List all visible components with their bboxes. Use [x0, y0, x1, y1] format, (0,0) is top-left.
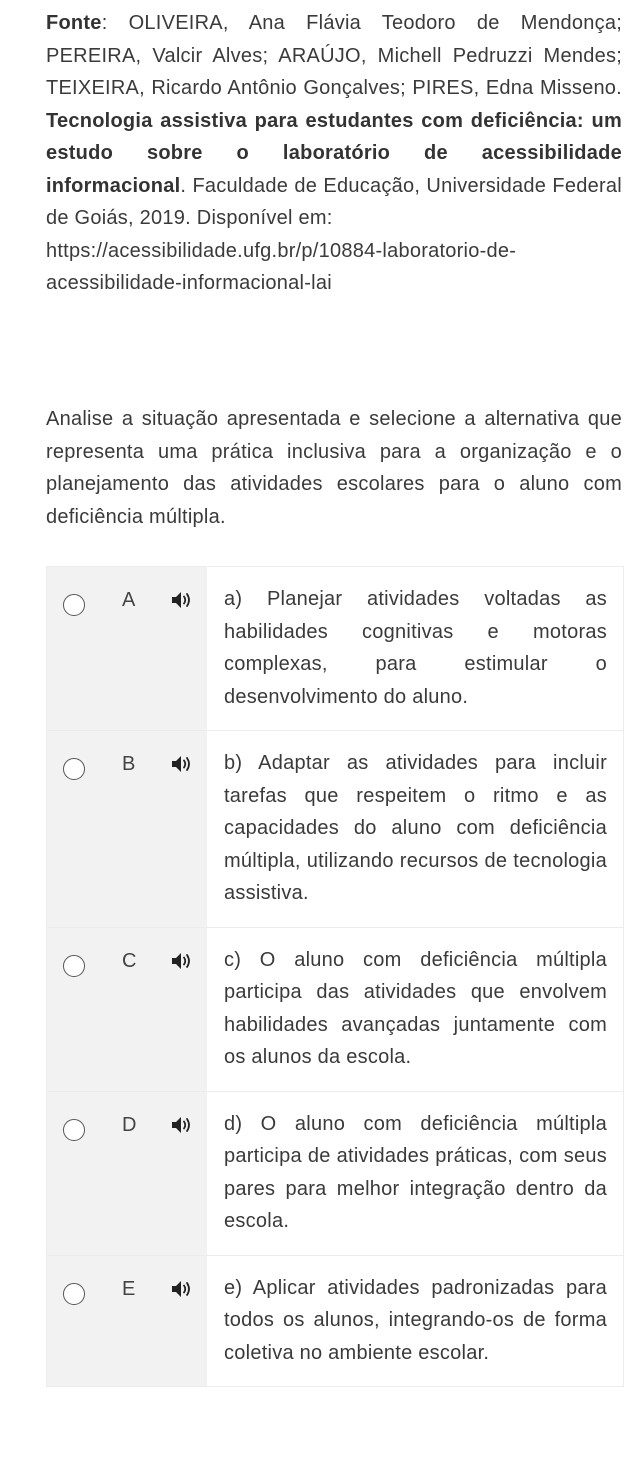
- source-authors: : OLIVEIRA, Ana Flávia Teodoro de Mendonça; PEREIRA, Valcir Alves; ARAÚJO, Michell Pedruzzi Mendes; TEIXEIRA, Ricardo Antônio Gonçalves; PIRES, Edna Misseno.: [46, 12, 622, 99]
- radio-button-icon[interactable]: [63, 758, 85, 780]
- option-text[interactable]: e) Aplicar atividades padronizadas para todos os alunos, integrando-os de forma coletiva no ambiente escolar.: [224, 1276, 607, 1364]
- answer-options: [46, 566, 624, 1387]
- option-controls: [47, 1092, 207, 1255]
- option-controls: [47, 567, 207, 730]
- option-letter: C: [122, 949, 137, 972]
- option-d[interactable]: [47, 1092, 623, 1256]
- option-controls: [47, 731, 207, 927]
- option-b[interactable]: [47, 731, 623, 928]
- speaker-volume-icon[interactable]: [171, 590, 193, 610]
- option-letter: D: [122, 1113, 137, 1136]
- question-text: Analise a situação apresentada e selecione a alternativa que representa uma prática inclusiva para a organização e o planejamento das atividades escolares para o aluno com deficiência múltipla.: [46, 408, 622, 528]
- speaker-volume-icon[interactable]: [171, 951, 193, 971]
- option-text[interactable]: b) Adaptar as atividades para incluir tarefas que respeitem o ritmo e as capacidades do aluno com deficiência múltipla, utilizando recursos de tecnologia assistiva.: [224, 752, 607, 904]
- option-text[interactable]: c) O aluno com deficiência múltipla participa das atividades que envolvem habilidades avançadas juntamente com os alunos da escola.: [224, 948, 607, 1068]
- speaker-volume-icon[interactable]: [171, 1115, 193, 1135]
- option-c[interactable]: [47, 928, 623, 1092]
- source-title: Tecnologia assistiva para estudantes com deficiência: um estudo sobre o laboratório de acessibilidade informacional: [46, 109, 622, 197]
- radio-button-icon[interactable]: [63, 955, 85, 977]
- speaker-volume-icon[interactable]: [171, 754, 193, 774]
- option-controls: [47, 1256, 207, 1387]
- source-label: Fonte: [46, 12, 102, 34]
- option-letter: B: [122, 753, 136, 775]
- radio-button-icon[interactable]: [63, 1283, 85, 1305]
- option-letter: E: [122, 1277, 136, 1300]
- option-text[interactable]: d) O aluno com deficiência múltipla participa de atividades práticas, com seus pares para melhor integração dentro da escola.: [224, 1112, 607, 1232]
- option-e[interactable]: [47, 1256, 623, 1388]
- option-text[interactable]: a) Planejar atividades voltadas as habilidades cognitivas e motoras complexas, para estimular o desenvolvimento do aluno.: [224, 588, 607, 708]
- speaker-volume-icon[interactable]: [171, 1279, 193, 1299]
- option-letter: A: [122, 589, 136, 611]
- source-details: . Faculdade de Educação, Universidade Federal de Goiás, 2019. Disponível em:: [46, 174, 622, 229]
- radio-button-icon[interactable]: [63, 594, 85, 616]
- radio-button-icon[interactable]: [63, 1119, 85, 1141]
- option-a[interactable]: [47, 567, 623, 731]
- source-citation: [46, 7, 622, 300]
- source-url: https://acessibilidade.ufg.br/p/10884-laboratorio-de-acessibilidade-informacional-lai: [46, 239, 517, 294]
- option-controls: [47, 928, 207, 1091]
